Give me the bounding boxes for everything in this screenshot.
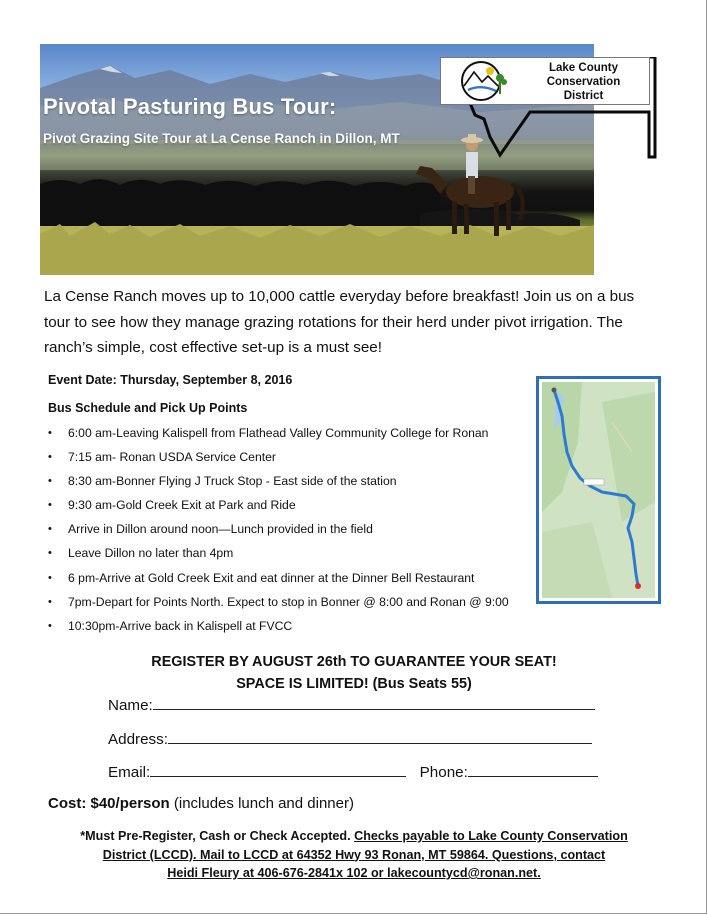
email-label: Email: xyxy=(108,764,151,781)
schedule-item xyxy=(48,616,509,640)
schedule-item xyxy=(48,519,509,543)
route-map xyxy=(536,376,661,604)
address-blank[interactable] xyxy=(168,729,592,744)
address-label: Address: xyxy=(108,731,168,748)
intro-paragraph: La Cense Ranch moves up to 10,000 cattle everyday before breakfast! Join us on a bus tour to see how they manage grazing rotations for their herd under pivot irrigation. The ranch’s simple, cost effective set-up is a must see! xyxy=(44,288,635,356)
schedule-item-text: 6:00 am-Leaving Kalispell from Flathead Valley Community College for Ronan xyxy=(68,426,489,440)
schedule-item-text: 7pm-Depart for Points North. Expect to stop in Bonner @ 8:00 and Ronan @ 9:00 xyxy=(68,594,509,609)
schedule-list xyxy=(48,423,509,640)
bullet-icon: • xyxy=(48,451,52,464)
register-deadline: REGISTER BY AUGUST 26th TO GUARANTEE YOUR SEAT! xyxy=(151,654,557,670)
bullet-icon: • xyxy=(48,427,52,439)
address-row xyxy=(108,729,592,748)
schedule-item xyxy=(48,495,509,519)
cost-detail: (includes lunch and dinner) xyxy=(169,795,354,812)
schedule-item xyxy=(48,447,509,471)
schedule-item xyxy=(48,568,509,592)
registration-notice xyxy=(0,651,708,695)
district-name-line1: Lake County xyxy=(548,62,618,74)
district-name xyxy=(521,61,646,103)
email-phone-row xyxy=(108,762,598,781)
schedule-item-text: 6 pm-Arrive at Gold Creek Exit and eat dinner at the Dinner Bell Restaurant xyxy=(68,570,475,585)
pre-register-note: *Must Pre-Register, Cash or Check Accepted. xyxy=(80,829,355,843)
checks-payable: Checks payable to Lake County Conservation xyxy=(354,829,628,843)
phone-blank[interactable] xyxy=(468,762,598,777)
schedule-item xyxy=(48,543,509,567)
schedule-item xyxy=(48,423,509,447)
schedule-item-text: 8:30 am-Bonner Flying J Truck Stop - East side of the station xyxy=(68,474,397,489)
schedule-item-text: Arrive in Dillon around noon—Lunch provided in the field xyxy=(68,522,373,537)
bullet-icon: • xyxy=(48,523,52,536)
bullet-icon: • xyxy=(48,499,52,512)
schedule-item-text: Leave Dillon no later than 4pm xyxy=(68,546,234,561)
cost-line xyxy=(48,795,354,812)
bullet-icon: • xyxy=(48,475,52,488)
cost-label: Cost: $40/person xyxy=(48,795,170,812)
name-blank[interactable] xyxy=(153,695,595,710)
district-logo xyxy=(440,57,650,105)
banner-title: Pivotal Pasturing Bus Tour: xyxy=(43,94,337,119)
event-date: Event Date: Thursday, September 8, 2016 xyxy=(48,373,293,387)
bullet-icon: • xyxy=(48,595,52,608)
schedule-item xyxy=(48,592,509,616)
space-limited: SPACE IS LIMITED! (Bus Seats 55) xyxy=(236,676,472,692)
schedule-heading: Bus Schedule and Pick Up Points xyxy=(48,401,248,415)
payment-instructions xyxy=(0,827,708,883)
district-emblem-icon xyxy=(444,60,518,102)
banner-subtitle: Pivot Grazing Site Tour at La Cense Ranch in Dillon, MT xyxy=(43,131,400,146)
name-row xyxy=(108,695,595,714)
schedule-item xyxy=(48,471,509,495)
contact-info: Heidi Fleury at 406-676-2841x 102 or lakecountycd@ronan.net. xyxy=(167,866,541,880)
district-name-line3: District xyxy=(563,90,604,102)
mail-address: District (LCCD). Mail to LCCD at 64352 Hwy 93 Ronan, MT 59864. Questions, contact xyxy=(102,847,606,862)
schedule-item-text: 7:15 am- Ronan USDA Service Center xyxy=(68,450,276,465)
schedule-item-text: 9:30 am-Gold Creek Exit at Park and Ride xyxy=(68,498,296,513)
name-label: Name: xyxy=(108,697,153,714)
route-map-graphic xyxy=(542,382,655,598)
district-name-line2: Conservation xyxy=(546,76,621,88)
bullet-icon: • xyxy=(48,571,52,584)
bullet-icon: • xyxy=(48,547,52,560)
bullet-icon: • xyxy=(48,619,52,632)
email-blank[interactable] xyxy=(150,762,406,777)
schedule-item-text: 10:30pm-Arrive back in Kalispell at FVCC xyxy=(68,618,293,633)
phone-label: Phone: xyxy=(419,764,468,781)
